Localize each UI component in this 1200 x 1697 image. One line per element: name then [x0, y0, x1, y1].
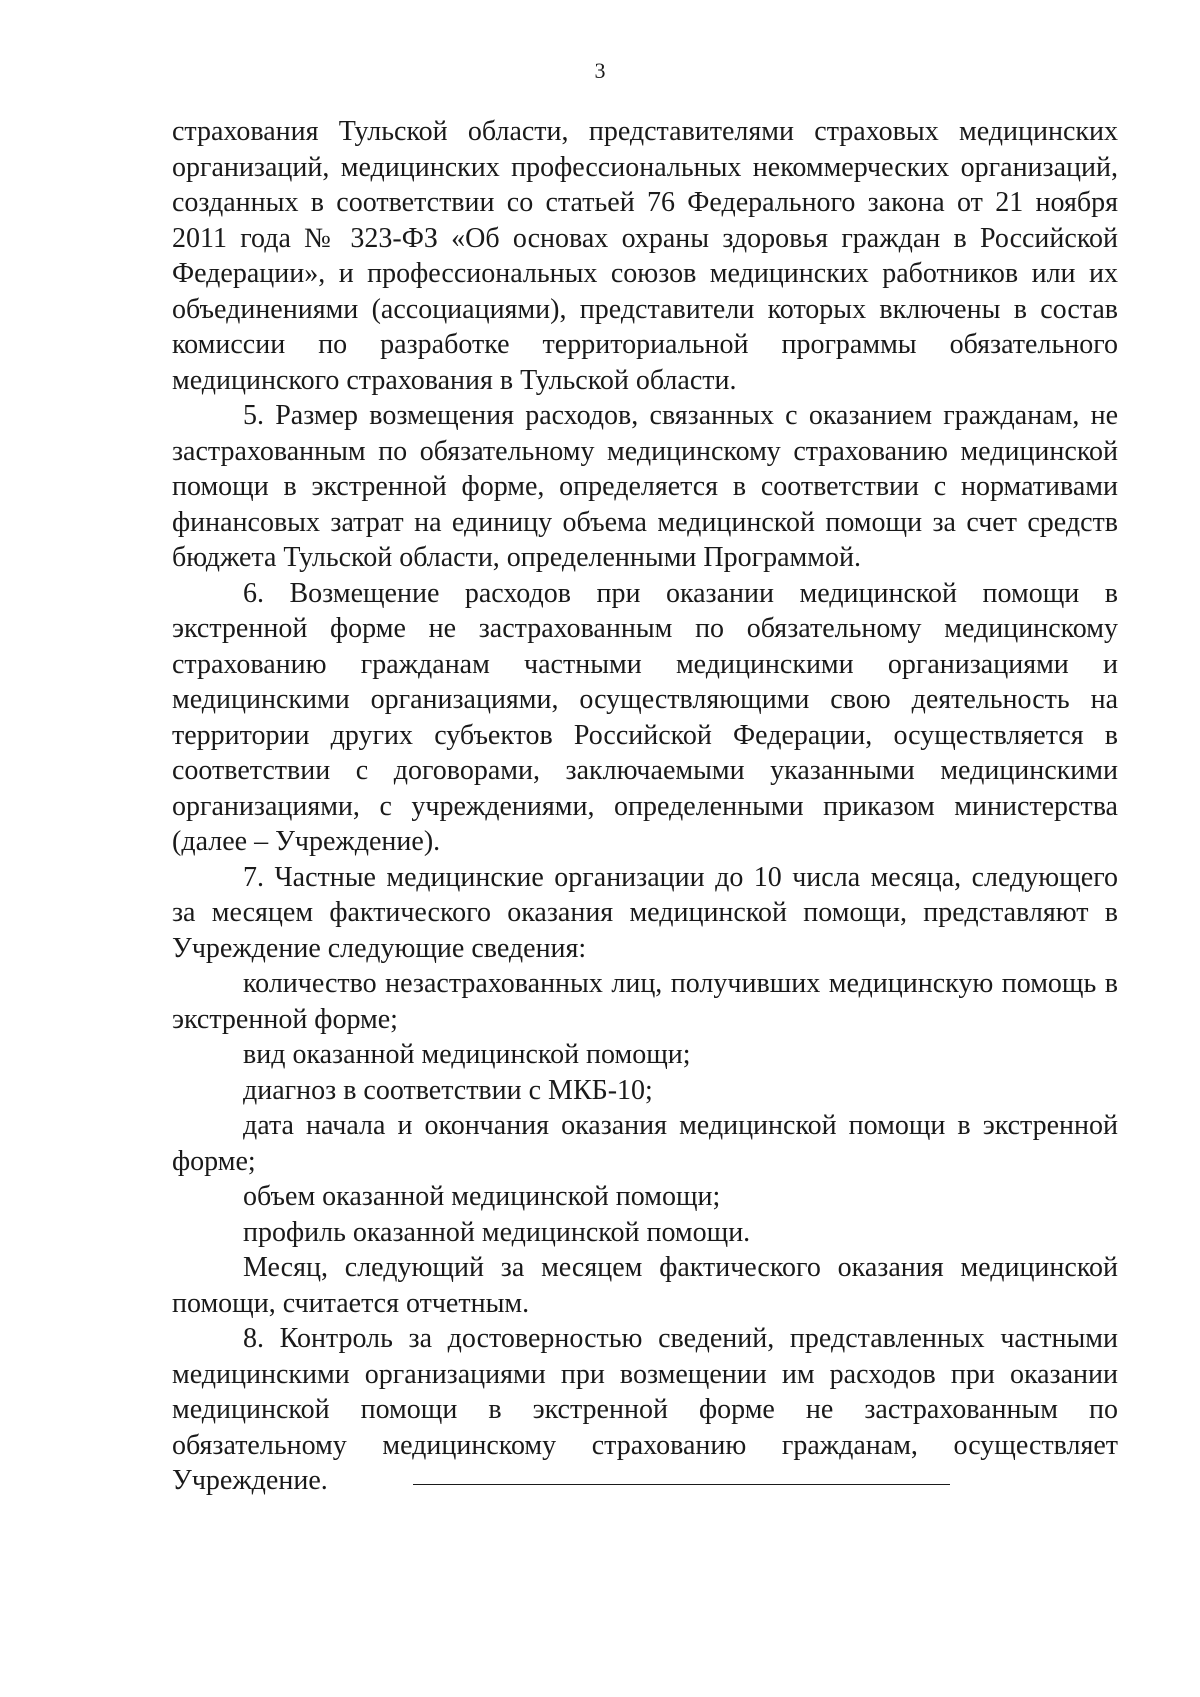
list-item-uninsured-count: количество незастрахованных лиц, получивших медицинскую помощь в экстренной форме;: [172, 968, 1118, 1035]
paragraph-continuation: страхования Тульской области, представителями страховых медицинских организаций, медицинских профессиональных некоммерческих организаций, созданных в соответствии со статьей 76 Федерального закона от 21 ноября 2011 года № 323-ФЗ «Об основах охраны здоровья граждан в Российской Федерации», и профессиональных союзов медицинских работников или их объединениями (ассоциациями), представители которых включены в состав комиссии по разработке территориальной программы обязательного медицинского страхования в Тульской области.: [172, 116, 1118, 396]
list-item-care-type: вид оказанной медицинской помощи;: [243, 1039, 691, 1070]
end-divider: [413, 1484, 950, 1485]
list-item-diagnosis: диагноз в соответствии с МКБ-10;: [243, 1074, 653, 1106]
list-item-volume: объем оказанной медицинской помощи;: [243, 1181, 721, 1212]
paragraph-reporting-month: Месяц, следующий за месяцем фактического оказания медицинской помощи, считается отчетным.: [172, 1252, 1118, 1319]
paragraph-item-6: 6. Возмещение расходов при оказании медицинской помощи в экстренной форме не застрахованным по обязательному медицинскому страхованию гражданам частными медицинскими организациями и медицинскими организациями, осуществляющими свою деятельность на территории других субъектов Российской Федерации, осуществляется в соответствии с договорами, заключаемыми указанными медицинскими организациями, с учреждениями, определенными приказом министерства (далее – Учреждение).: [172, 577, 1118, 857]
page-number: 3: [594, 58, 606, 83]
list-item-profile: профиль оказанной медицинской помощи.: [243, 1216, 751, 1248]
paragraph-item-5: 5. Размер возмещения расходов, связанных с оказанием гражданам, не застрахованным по обязательному медицинскому страхованию медицинской помощи в экстренной форме, определяется в соответствии с нормативами финансовых затрат на единицу объема медицинской помощи за счет средств бюджета Тульской области, определенными Программой.: [172, 400, 1118, 573]
list-item-dates: дата начала и окончания оказания медицинской помощи в экстренной форме;: [172, 1110, 1118, 1177]
document-body: [172, 114, 1118, 1499]
paragraph-item-7: 7. Частные медицинские организации до 10 числа месяца, следующего за месяцем фактического оказания медицинской помощи, представляют в Учреждение следующие сведения:: [172, 861, 1118, 964]
paragraph-item-8: 8. Контроль за достоверностью сведений, представленных частными медицинскими организациями при возмещении им расходов при оказании медицинской помощи в экстренной форме не застрахованным по обязательному медицинскому страхованию гражданам, осуществляет Учреждение.: [172, 1323, 1118, 1496]
